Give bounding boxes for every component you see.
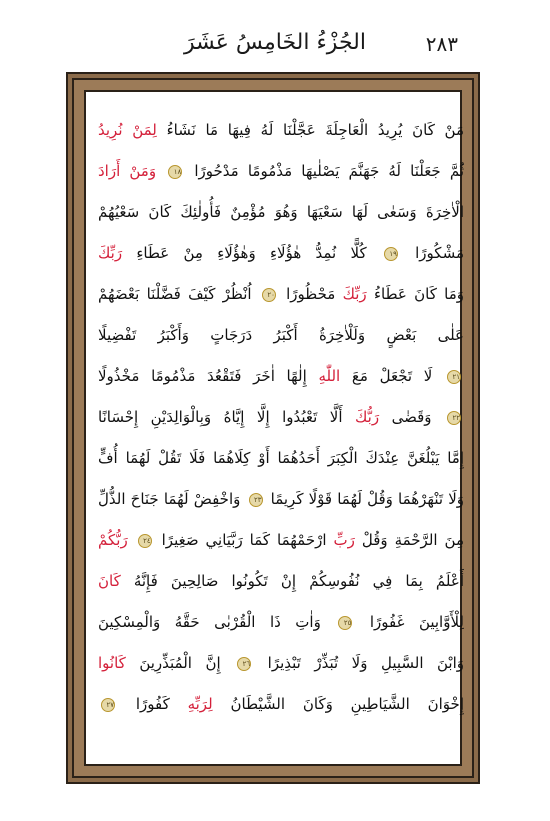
- ayah-number-marker: ٢٥: [338, 616, 352, 630]
- verse-text: وَقَضٰى: [379, 408, 444, 426]
- highlighted-word: رَبِّكَ: [342, 285, 367, 303]
- text-line: [98, 356, 464, 397]
- text-line: [98, 684, 464, 725]
- ayah-number-marker: ٢٣: [249, 493, 263, 507]
- verse-text: لِلْأَوَّابِينَ غَفُورًا: [355, 613, 464, 631]
- highlighted-word: رَبُّكُمْ: [98, 531, 135, 549]
- text-line: [98, 520, 464, 561]
- text-line: [98, 110, 464, 151]
- highlighted-word: رَبِّكَ: [98, 244, 123, 262]
- ayah-number-marker: ٢٤: [138, 534, 152, 548]
- verse-text: اُنْظُرْ كَيْفَ فَضَّلْنَا بَعْضَهُمْ: [98, 285, 259, 303]
- verse-text: عَلٰى بَعْضٍ وَلَلْاٰخِرَةُ أَكْبَرُ دَرَجَاتٍ وَأَكْبَرُ تَفْضِيلًا: [98, 326, 464, 344]
- ayah-number-marker: ٢٧: [101, 698, 115, 712]
- highlighted-word: لِمَنْ نُرِيدُ: [98, 121, 157, 139]
- text-line: [98, 643, 464, 684]
- verse-text: ارْحَمْهُمَا كَمَا رَبَّيَانِي صَغِيرًا: [154, 531, 334, 549]
- verse-text: أَعْلَمُ بِمَا فِي نُفُوسِكُمْ إِنْ تَكُونُوا صَالِحِينَ فَإِنَّهُ: [120, 572, 464, 590]
- highlighted-word: رَبِّ: [333, 531, 355, 549]
- highlighted-word: كَانُوا: [98, 654, 126, 672]
- verse-text: كُلًّا نُمِدُّ هٰؤُلَاءِ وَهٰؤُلَاءِ مِنْ عَطَاءِ: [122, 244, 381, 262]
- verse-text: الْاٰخِرَةَ وَسَعٰى لَهَا سَعْيَهَا وَهُوَ مُؤْمِنٌ فَأُولٰئِكَ كَانَ سَعْيُهُمْ: [98, 203, 464, 221]
- text-line: [98, 315, 464, 356]
- quran-text: [98, 110, 464, 774]
- verse-text: إِلٰهًا اٰخَرَ فَتَقْعُدَ مَذْمُومًا مَخْذُولًا: [98, 367, 319, 385]
- text-line: [98, 438, 464, 479]
- verse-text: مَنْ كَانَ: [412, 121, 464, 139]
- verse-text: إِنَّ الْمُبَذِّرِينَ: [125, 654, 235, 672]
- ayah-number-marker: ٢٢: [447, 411, 461, 425]
- highlighted-word: لِرَبِّهِ: [187, 695, 213, 713]
- text-line: [98, 233, 464, 274]
- verse-text: وَاٰتِ ذَا الْقُرْبٰى حَقَّهُ وَالْمِسْكِينَ: [98, 613, 336, 631]
- verse-text: وَمَا كَانَ عَطَاءُ: [366, 285, 464, 303]
- verse-text: مَشْكُورًا: [400, 244, 464, 262]
- verse-text: مَحْظُورًا: [278, 285, 343, 303]
- page-number: ٢٨٣: [425, 32, 458, 56]
- ayah-number-marker: ٢٠: [262, 288, 276, 302]
- ayah-number-marker: ٢١: [447, 370, 461, 384]
- verse-text: كَفُورًا: [118, 695, 188, 713]
- verse-text: لَا تَجْعَلْ مَعَ: [340, 367, 444, 385]
- juz-title: الجُزْءُ الخَامِسُ عَشَرَ: [184, 30, 366, 55]
- highlighted-word: كَانَ: [98, 572, 121, 590]
- highlighted-word: اللّٰهِ: [318, 367, 341, 385]
- verse-text: إِمَّا يَبْلُغَنَّ عِنْدَكَ الْكِبَرَ أَحَدُهُمَا أَوْ كِلَاهُمَا فَلَا تَقُلْ لَهُمَا أُفٍّ: [98, 449, 464, 467]
- ayah-number-marker: ١٩: [384, 247, 398, 261]
- verse-text: وَابْنَ السَّبِيلِ وَلَا تُبَذِّرْ تَبْذِيرًا: [254, 654, 464, 672]
- highlighted-word: وَمَنْ أَرَادَ: [98, 162, 166, 180]
- text-line: [98, 561, 464, 602]
- text-line: [98, 602, 464, 643]
- text-line: [98, 479, 464, 520]
- verse-text: إِخْوَانَ الشَّيَاطِينِ وَكَانَ الشَّيْطَانُ: [212, 695, 464, 713]
- ayah-number-marker: ١٨: [168, 165, 182, 179]
- page-frame: [66, 72, 480, 784]
- ayah-number-marker: ٢٦: [237, 657, 251, 671]
- text-line: [98, 151, 464, 192]
- page-header: [0, 0, 550, 80]
- text-line: [98, 192, 464, 233]
- frame-border-band: [72, 78, 474, 778]
- text-panel: [84, 90, 462, 766]
- text-line: [98, 397, 464, 438]
- verse-text: وَاخْفِضْ لَهُمَا جَنَاحَ الذُّلِّ: [98, 490, 246, 508]
- verse-text: وَلَا تَنْهَرْهُمَا وَقُلْ لَهُمَا قَوْلًا كَرِيمًا: [265, 490, 464, 508]
- verse-text: يُرِيدُ الْعَاجِلَةَ عَجَّلْنَا لَهُ فِيهَا مَا نَشَاءُ: [156, 121, 413, 139]
- verse-text: أَلَّا تَعْبُدُوا إِلَّا إِيَّاهُ وَبِالْوَالِدَيْنِ إِحْسَانًا: [98, 408, 356, 426]
- text-line: [98, 274, 464, 315]
- highlighted-word: رَبُّكَ: [355, 408, 380, 426]
- verse-text: مِنَ الرَّحْمَةِ وَقُلْ: [354, 531, 464, 549]
- verse-text: ثُمَّ جَعَلْنَا لَهُ جَهَنَّمَ يَصْلٰيهَا مَذْمُومًا مَدْحُورًا: [185, 162, 464, 180]
